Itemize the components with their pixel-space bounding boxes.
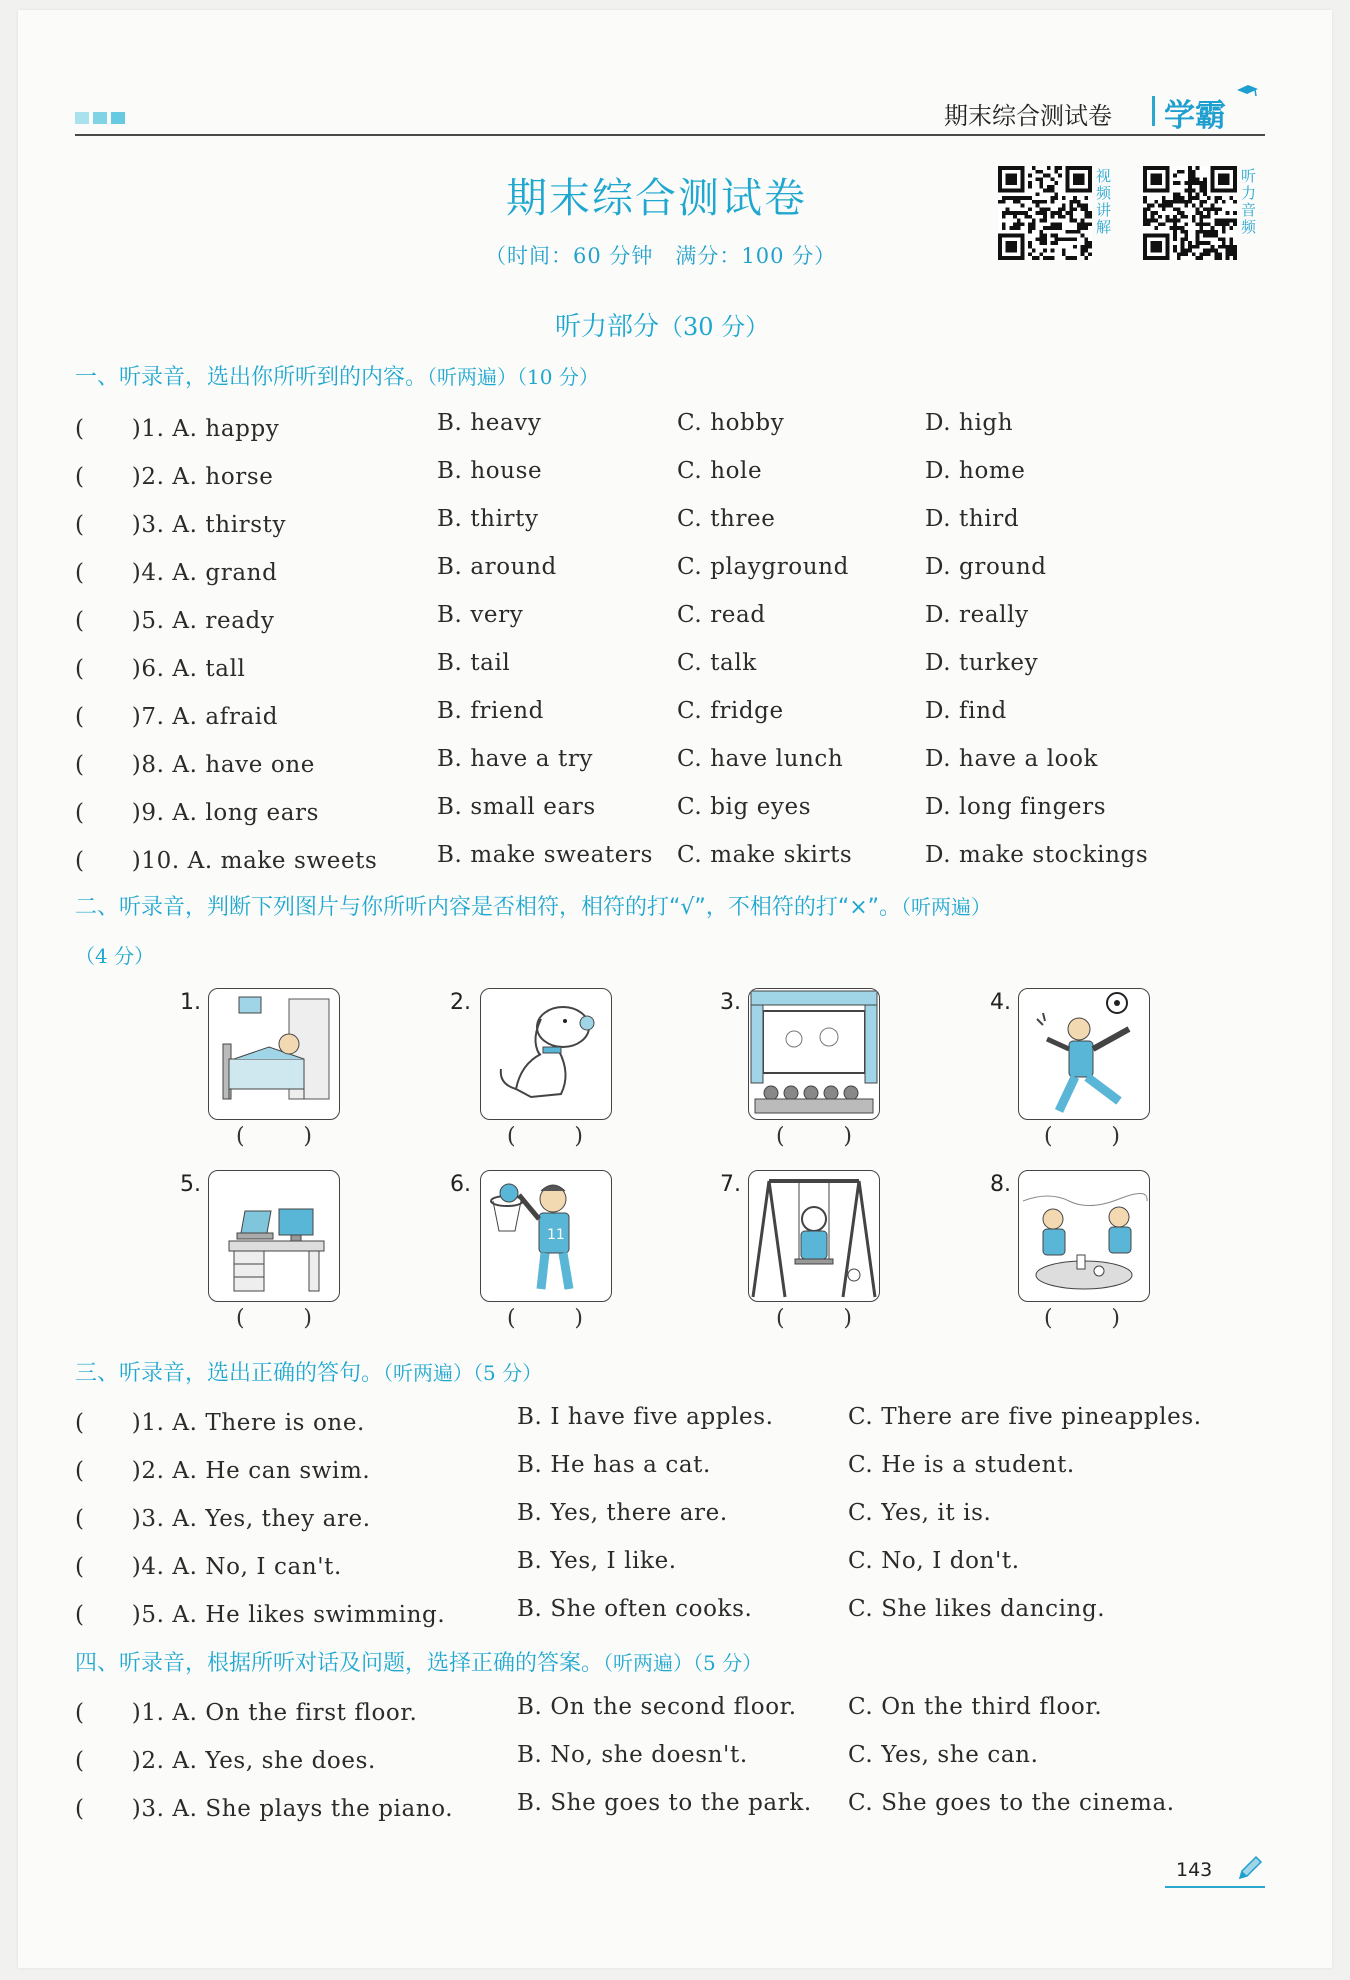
question-stem: ( )5. A. He likes swimming. (75, 1602, 446, 1628)
picture-number: 1. (180, 990, 201, 1015)
option-b: B. Yes, there are. (517, 1500, 728, 1526)
part-score: （30 分） (659, 313, 770, 341)
section3-note: （听两遍）（5 分） (383, 1361, 543, 1385)
option-b: B. She often cooks. (517, 1596, 753, 1622)
option-d: D. have a look (925, 746, 1099, 772)
part-label: 听力部分 (555, 312, 660, 342)
option-c: C. have lunch (677, 746, 844, 772)
option-b: B. He has a cat. (517, 1452, 711, 1478)
question-stem: ( )4. A. grand (75, 560, 278, 586)
option-c: C. read (677, 602, 766, 628)
option-d: D. home (925, 458, 1026, 484)
header-marks (75, 112, 125, 124)
picnic-icon (1019, 1171, 1149, 1301)
section4-heading: 四、听录音，根据所听对话及问题，选择正确的答案。 (75, 1651, 604, 1676)
answer-blank[interactable] (776, 1124, 852, 1149)
question-stem: ( )1. A. On the first floor. (75, 1700, 418, 1726)
picture-swing (748, 1170, 880, 1302)
question-stem: ( )4. A. No, I can't. (75, 1554, 342, 1580)
brand-logo: 学霸 (1164, 98, 1226, 134)
option-b: B. have a try (437, 746, 594, 772)
picture-football (1018, 988, 1150, 1120)
option-b: B. house (437, 458, 543, 484)
section2-score-text: （4 分） (75, 944, 155, 968)
picture-basketball (480, 1170, 612, 1302)
question-stem: ( )7. A. afraid (75, 704, 279, 730)
picture-cinema (748, 988, 880, 1120)
question-stem: ( )8. A. have one (75, 752, 315, 778)
section1-note: （听两遍）（10 分） (427, 365, 599, 389)
option-c: C. He is a student. (848, 1452, 1075, 1478)
picture-bed (208, 988, 340, 1120)
option-b: B. very (437, 602, 524, 628)
option-c: C. playground (677, 554, 849, 580)
computer-desk-icon (209, 1171, 339, 1301)
paren-open: ( (236, 1306, 245, 1331)
option-c: C. Yes, she can. (848, 1742, 1039, 1768)
exam-duration-score: （时间：60 分钟 满分：100 分） (485, 244, 837, 268)
header-rule (75, 134, 1265, 136)
swing-icon (749, 1171, 879, 1301)
question-stem: ( )2. A. horse (75, 464, 274, 490)
option-c: C. hobby (677, 410, 785, 436)
section2-title (75, 890, 991, 921)
paren-open: ( (776, 1124, 785, 1149)
graduation-cap-icon (1235, 84, 1259, 98)
answer-blank[interactable] (776, 1306, 852, 1331)
option-b: B. friend (437, 698, 544, 724)
section2-score (75, 940, 154, 969)
paren-close: ) (1111, 1124, 1120, 1149)
section3-title (75, 1356, 542, 1387)
option-d: D. ground (925, 554, 1047, 580)
option-b: B. around (437, 554, 557, 580)
option-d: D. turkey (925, 650, 1039, 676)
option-c: C. No, I don't. (848, 1548, 1020, 1574)
option-c: C. On the third floor. (848, 1694, 1103, 1720)
option-c: C. hole (677, 458, 763, 484)
question-stem: ( )3. A. She plays the piano. (75, 1796, 454, 1822)
basketball-icon (481, 1171, 611, 1301)
option-c: C. big eyes (677, 794, 812, 820)
option-d: D. make stockings (925, 842, 1149, 868)
football-icon (1019, 989, 1149, 1119)
paren-open: ( (1044, 1124, 1053, 1149)
option-d: D. really (925, 602, 1029, 628)
section4-note: （听两遍）（5 分） (603, 1651, 763, 1675)
section1-title (75, 360, 599, 391)
option-d: D. long fingers (925, 794, 1107, 820)
answer-blank[interactable] (1044, 1306, 1120, 1331)
paren-close: ) (843, 1306, 852, 1331)
picture-dog (480, 988, 612, 1120)
option-b: B. She goes to the park. (517, 1790, 812, 1816)
question-stem: ( )9. A. long ears (75, 800, 320, 826)
paren-close: ) (574, 1306, 583, 1331)
section3-heading: 三、听录音，选出正确的答句。 (75, 1361, 384, 1386)
option-b: B. thirty (437, 506, 539, 532)
answer-blank[interactable] (507, 1306, 583, 1331)
listening-part-title (555, 306, 769, 343)
header-title: 期末综合测试卷 (944, 102, 1112, 130)
picture-number: 4. (990, 990, 1011, 1015)
question-stem: ( )1. A. happy (75, 416, 280, 442)
paren-open: ( (236, 1124, 245, 1149)
dog-icon (481, 989, 611, 1119)
question-stem: ( )3. A. thirsty (75, 512, 287, 538)
picture-number: 3. (720, 990, 741, 1015)
option-b: B. tail (437, 650, 511, 676)
paren-open: ( (507, 1124, 516, 1149)
question-stem: ( )5. A. ready (75, 608, 275, 634)
paren-close: ) (574, 1124, 583, 1149)
page-title: 期末综合测试卷 (506, 174, 807, 222)
picture-number: 2. (450, 990, 471, 1015)
video-qr-label: 视频讲解 (1096, 167, 1112, 236)
option-d: D. find (925, 698, 1007, 724)
paren-open: ( (507, 1306, 516, 1331)
picture-picnic (1018, 1170, 1150, 1302)
cinema-icon (749, 989, 879, 1119)
header-divider (1152, 96, 1155, 126)
question-stem: ( )1. A. There is one. (75, 1410, 365, 1436)
audio-qr-label: 听力音频 (1241, 167, 1257, 236)
section1-heading: 一、听录音，选出你所听到的内容。 (75, 365, 428, 390)
paren-close: ) (303, 1306, 312, 1331)
option-c: C. Yes, it is. (848, 1500, 992, 1526)
option-b: B. I have five apples. (517, 1404, 774, 1430)
audio-qr-code-icon[interactable] (1143, 166, 1237, 260)
svg-text:11: 11 (547, 1227, 565, 1243)
question-stem: ( )10. A. make sweets (75, 848, 378, 874)
paren-close: ) (843, 1124, 852, 1149)
paren-open: ( (776, 1306, 785, 1331)
option-b: B. heavy (437, 410, 542, 436)
page-number: 143 (1176, 1859, 1213, 1881)
option-c: C. She likes dancing. (848, 1596, 1106, 1622)
answer-blank[interactable] (507, 1124, 583, 1149)
option-b: B. small ears (437, 794, 596, 820)
option-c: C. make skirts (677, 842, 853, 868)
paren-close: ) (303, 1124, 312, 1149)
answer-blank[interactable] (1044, 1124, 1120, 1149)
answer-blank[interactable] (236, 1124, 312, 1149)
picture-number: 8. (990, 1172, 1011, 1197)
question-stem: ( )6. A. tall (75, 656, 246, 682)
option-c: C. talk (677, 650, 757, 676)
option-c: C. She goes to the cinema. (848, 1790, 1175, 1816)
option-b: B. make sweaters (437, 842, 653, 868)
paren-close: ) (1111, 1306, 1120, 1331)
question-stem: ( )2. A. Yes, she does. (75, 1748, 376, 1774)
option-b: B. No, she doesn't. (517, 1742, 748, 1768)
option-c: C. three (677, 506, 776, 532)
option-b: B. Yes, I like. (517, 1548, 677, 1574)
bed-icon (209, 989, 339, 1119)
option-c: C. There are five pineapples. (848, 1404, 1202, 1430)
question-stem: ( )2. A. He can swim. (75, 1458, 371, 1484)
option-b: B. On the second floor. (517, 1694, 797, 1720)
section2-heading: 二、听录音，判断下列图片与你所听内容是否相符，相符的打“√”，不相符的打“×”。 (75, 895, 902, 920)
picture-number: 7. (720, 1172, 741, 1197)
video-qr-code-icon[interactable] (998, 166, 1092, 260)
answer-blank[interactable] (236, 1306, 312, 1331)
option-d: D. high (925, 410, 1014, 436)
section4-title (75, 1646, 762, 1677)
picture-computer-desk (208, 1170, 340, 1302)
page-number-rule (1165, 1886, 1265, 1888)
section2-note: （听两遍） (901, 895, 992, 919)
option-d: D. third (925, 506, 1020, 532)
paren-open: ( (1044, 1306, 1053, 1331)
question-stem: ( )3. A. Yes, they are. (75, 1506, 371, 1532)
picture-number: 6. (450, 1172, 471, 1197)
pencil-icon (1236, 1854, 1264, 1882)
option-c: C. fridge (677, 698, 784, 724)
picture-number: 5. (180, 1172, 201, 1197)
